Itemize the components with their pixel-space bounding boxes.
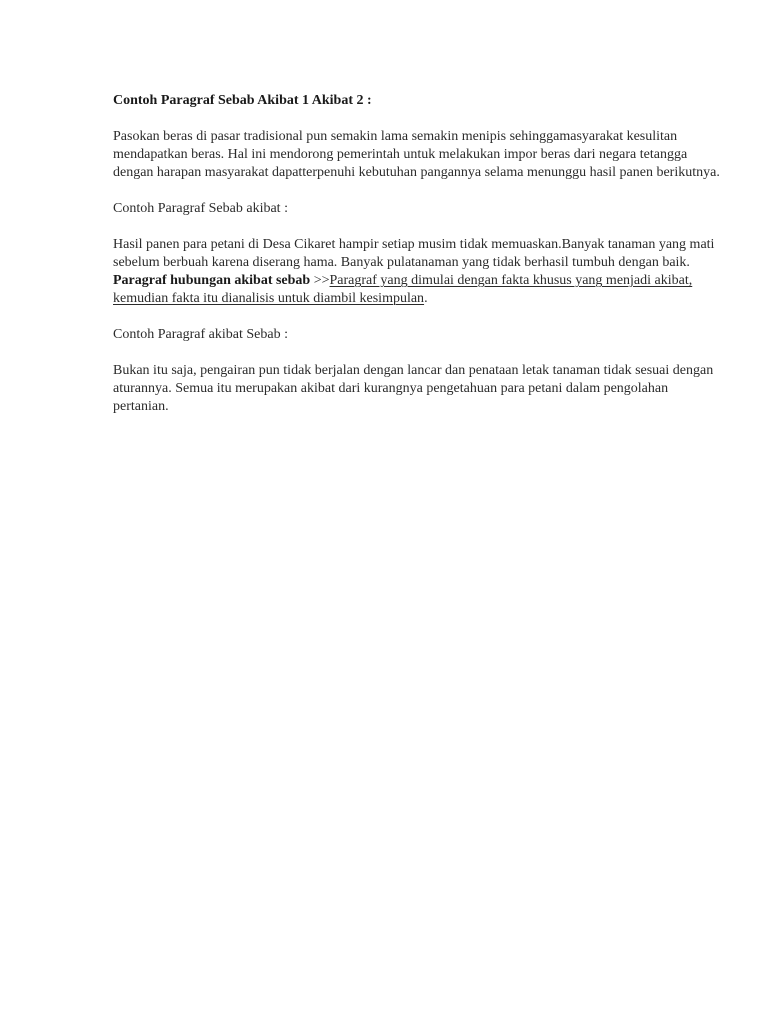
definition-line [113, 272, 768, 290]
section-label-akibat-sebab: Contoh Paragraf akibat Sebab : [113, 327, 288, 342]
paragraph-sebab-akibat-2 [113, 236, 768, 308]
paragraph-line: pertanian. [113, 399, 169, 414]
paragraph-line: aturannya. Semua itu merupakan akibat dari kurangnya pengetahuan para petani dalam pengolahan [113, 381, 669, 396]
definition-arrow: >> [310, 273, 330, 288]
paragraph-akibat-sebab [113, 362, 768, 416]
section-label-sebab-akibat: Contoh Paragraf Sebab akibat : [113, 201, 288, 216]
paragraph-sebab-akibat-1 [113, 128, 768, 182]
paragraph-line: sebelum berbuah karena diserang hama. Banyak pulatanaman yang tidak berhasil tumbuh dengan baik. [113, 255, 690, 270]
definition-link-part-1[interactable]: Paragraf yang dimulai dengan fakta khusus yang menjadi akibat, [329, 273, 693, 288]
paragraph-line: dengan harapan masyarakat dapatterpenuhi kebutuhan pangannya selama menunggu hasil panen berikutnya. [113, 165, 720, 180]
document-page [113, 92, 768, 434]
definition-term: Paragraf hubungan akibat sebab [113, 273, 311, 288]
paragraph-line: mendapatkan beras. Hal ini mendorong pemerintah untuk melakukan impor beras dari negara tetangga [113, 147, 688, 162]
definition-link-part-2[interactable]: kemudian fakta itu dianalisis untuk diambil kesimpulan [113, 291, 425, 306]
paragraph-line: Bukan itu saja, pengairan pun tidak berjalan dengan lancar dan penataan letak tanaman tidak sesuai dengan [113, 363, 714, 378]
paragraph-line: Hasil panen para petani di Desa Cikaret hampir setiap musim tidak memuaskan.Banyak tanaman yang mati [113, 237, 715, 252]
paragraph-line: Pasokan beras di pasar tradisional pun semakin lama semakin menipis sehinggamasyarakat kesulitan [113, 129, 678, 144]
definition-line [113, 290, 768, 308]
document-heading: Contoh Paragraf Sebab Akibat 1 Akibat 2 : [113, 93, 372, 108]
definition-period: . [424, 291, 428, 306]
